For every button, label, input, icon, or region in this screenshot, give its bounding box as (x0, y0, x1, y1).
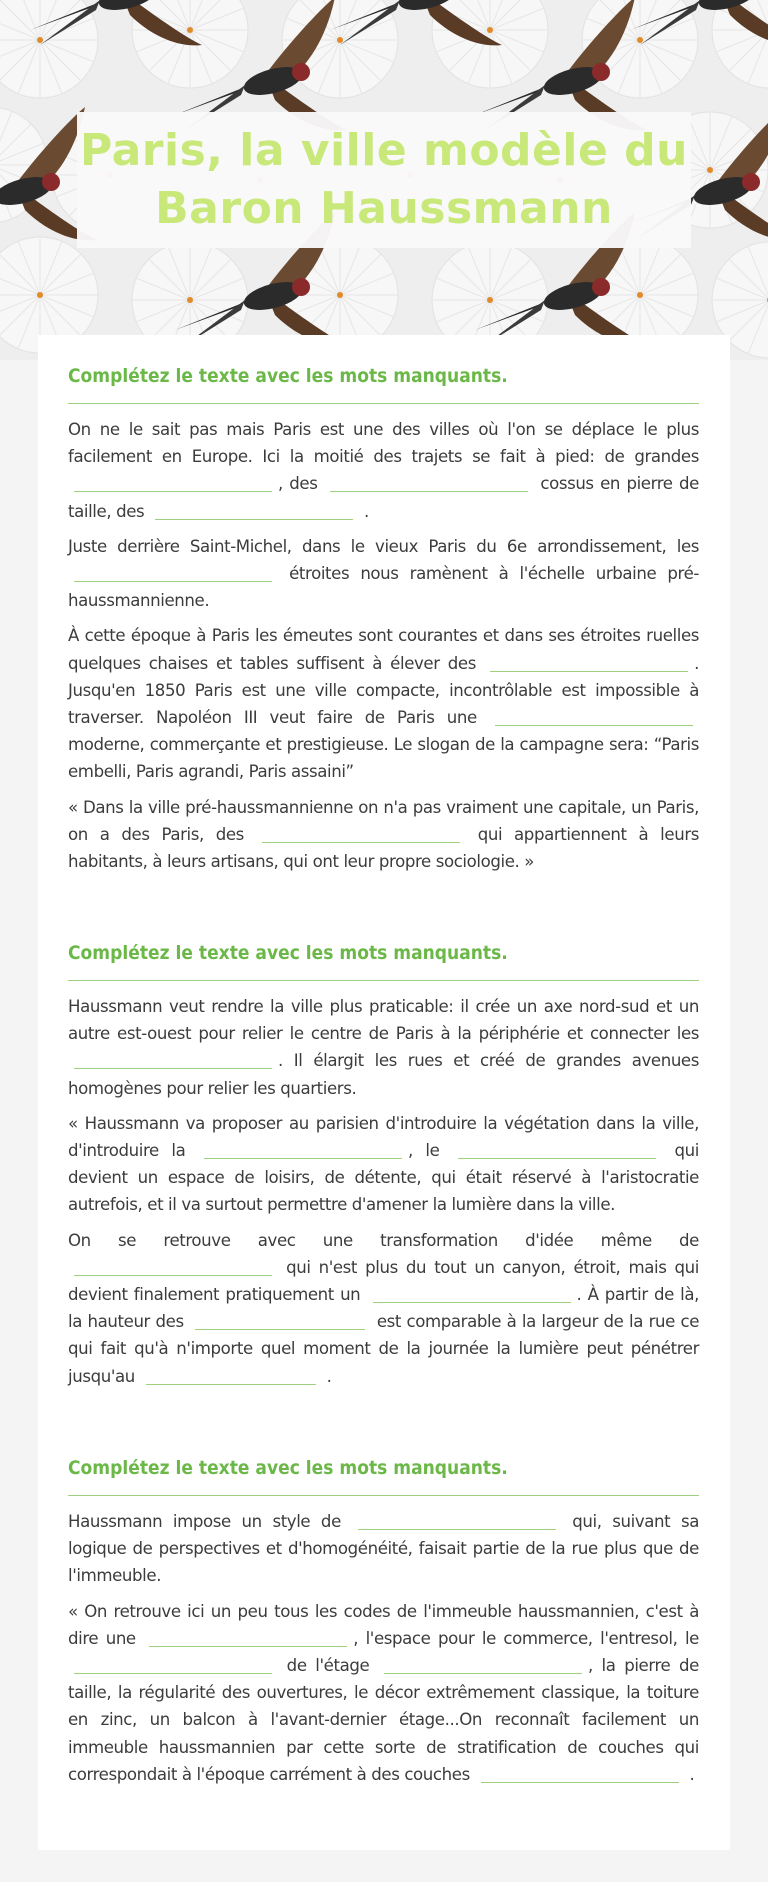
paragraph: « Dans la ville pré-haussmannienne on n'a pas vraiment une capitale, un Paris, on a des Paris, des qui appartiennent à leurs habitants, à leurs artisans, qui ont leur propre sociologie. » (68, 797, 699, 872)
section-3 (68, 1455, 699, 1796)
heading-divider (68, 403, 699, 404)
paragraph: Juste derrière Saint-Michel, dans le vieux Paris du 6e arrondissement, les étroites nous ramènent à l'échelle urbaine pré-haussmannienne. (68, 536, 699, 611)
blank-input[interactable] (262, 822, 460, 843)
blank-input[interactable] (149, 1626, 347, 1647)
blank-input[interactable] (373, 1282, 571, 1303)
page-title: Paris, la ville modèle du Baron Haussmann (80, 125, 688, 234)
blank-input[interactable] (146, 1364, 316, 1385)
paragraph: Haussmann impose un style de qui, suivant sa logique de perspectives et d'homogénéité, faisait partie de la rue plus que de l'immeuble. (68, 1508, 699, 1590)
blank-input[interactable] (458, 1138, 656, 1159)
blank-input[interactable] (384, 1653, 582, 1674)
blank-input[interactable] (74, 561, 272, 582)
blank-input[interactable] (490, 651, 688, 672)
title-box (77, 112, 691, 248)
section-1 (68, 363, 699, 883)
section-heading: Complétez le texte avec les mots manquants. (68, 942, 508, 964)
blank-input[interactable] (195, 1309, 365, 1330)
worksheet-card (38, 335, 730, 1850)
paragraph: « On retrouve ici un peu tous les codes de l'immeuble haussmannien, c'est à dire une , l'espace pour le commerce, l'entresol, le de l'étage , la pierre de taille, la régularité des ouvertures, le décor extrêmement classique, la toiture en zinc, un balcon à l'avant-dernier étage...On reconnaît facilement un immeuble haussmannien par cette sorte de stratification de couches qui correspondait à l'époque carrément à des couches . (68, 1601, 699, 1784)
blank-input[interactable] (481, 1762, 679, 1783)
heading-divider (68, 980, 699, 981)
paragraph: Haussmann veut rendre la ville plus praticable: il crée un axe nord-sud et un autre est-ouest pour relier le centre de Paris à la périphérie et connecter les . Il élargit les rues et créé de grandes avenues homogènes pour relier les quartiers. (68, 997, 699, 1098)
heading-divider (68, 1495, 699, 1496)
section-2 (68, 940, 699, 1398)
paragraph: On se retrouve avec une transformation d'idée même de qui n'est plus du tout un canyon, étroit, mais qui devient finalement pratiquement un . À partir de là, la hauteur des est comparable à la largeur de la rue ce qui fait qu'à n'importe quel moment de la journée la lumière peut pénétrer jusqu'au . (68, 1230, 699, 1386)
blank-input[interactable] (155, 499, 353, 520)
header-banner (0, 0, 768, 360)
paragraph: À cette époque à Paris les émeutes sont courantes et dans ses étroites ruelles quelques chaises et tables suffisent à élever des . Jusqu'en 1850 Paris est une ville compacte, incontrôlable est impossible à traverser. Napoléon III veut faire de Paris une moderne, commerçante et prestigieuse. Le slogan de la campagne sera: “Paris embelli, Paris agrandi, Paris assaini” (68, 626, 699, 782)
blank-input[interactable] (204, 1138, 402, 1159)
paragraph: « Haussmann va proposer au parisien d'introduire la végétation dans la ville, d'introduire la , le qui devient un espace de loisirs, de détente, qui était réservé à l'aristocratie autrefois, et il va surtout permettre d'amener la lumière dans la ville. (68, 1113, 700, 1215)
blank-input[interactable] (495, 705, 693, 726)
blank-input[interactable] (358, 1509, 556, 1530)
blank-input[interactable] (330, 471, 528, 492)
blank-input[interactable] (74, 1653, 272, 1674)
paragraph: On ne le sait pas mais Paris est une des villes où l'on se déplace le plus facilement en Europe. Ici la moitié des trajets se fait à pied: de grandes , des cossus en pierre de taille, des . (68, 420, 699, 521)
blank-input[interactable] (74, 1048, 272, 1069)
blank-input[interactable] (74, 1255, 272, 1276)
section-heading: Complétez le texte avec les mots manquants. (68, 1457, 508, 1479)
blank-input[interactable] (74, 471, 272, 492)
section-heading: Complétez le texte avec les mots manquants. (68, 365, 508, 387)
